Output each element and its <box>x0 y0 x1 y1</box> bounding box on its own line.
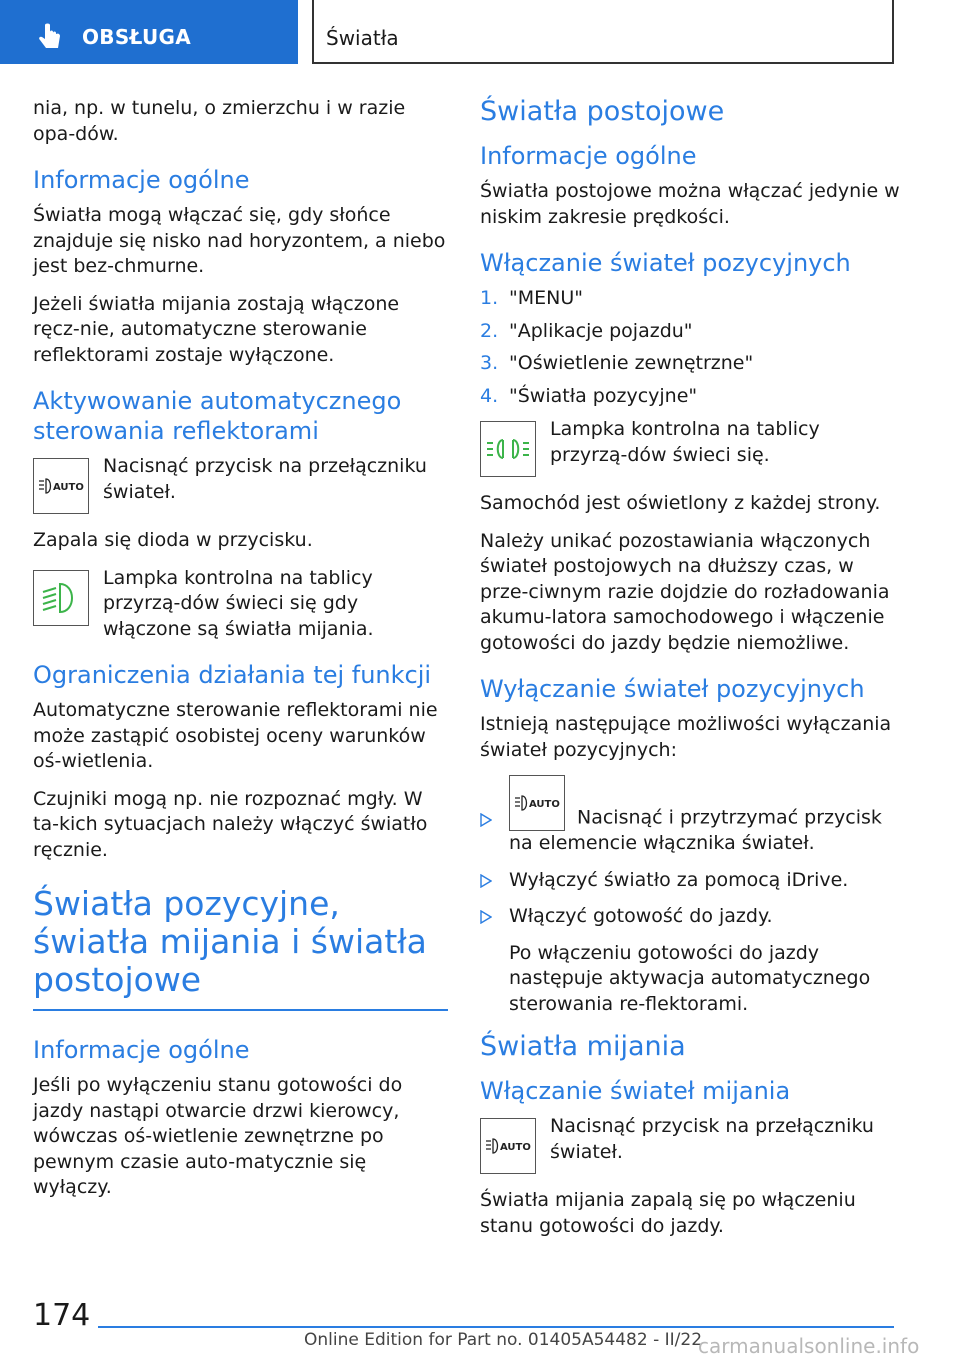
low-beam-on-heading: Włączanie świateł mijania <box>480 1077 791 1105</box>
low-beam-instruction: Nacisnąć przycisk na przełączniku świateł. <box>550 1115 874 1163</box>
info-heading-2: Informacje ogólne <box>33 1036 250 1064</box>
parking-info-paragraph: Światła postojowe można włączać jedynie w niskim zakresie prędkości. <box>480 180 900 228</box>
position-lamp-text: Lampka kontrolna na tablicy przyrzą-dów świeci się. <box>550 418 820 466</box>
section-label: OBSŁUGA <box>82 25 192 49</box>
position-lights-indicator-icon <box>480 421 536 477</box>
right-column <box>480 96 900 1251</box>
intro-text: nia, np. w tunelu, o zmierzchu i w razie opa-dów. <box>33 97 406 145</box>
edition-text: Online Edition for Part no. 01405A54482 - II/22 <box>304 1330 703 1350</box>
low-beam-lamp-row <box>33 566 448 643</box>
switch-off-paragraph: Istnieją następujące możliwości wyłączania świateł pozycyjnych: <box>480 713 892 761</box>
parking-info-heading: Informacje ogólne <box>480 142 697 170</box>
step-item: 1. "MENU" <box>480 287 583 309</box>
switch-on-paragraph-2: Należy unikać pozostawiania włączonych świateł postojowych na dłuższy czas, w prze-ciwnym razie dojdzie do rozładowania akumu-latora samochodowego i włączenie gotowości do jazdy będzie niemożliwe. <box>480 529 890 654</box>
info-paragraph-2: Jeżeli światła mijania zostają włączone ręcz-nie, automatyczne sterowanie reflektorami zostaje wyłączone. <box>33 292 400 366</box>
parking-lights-heading: Światła postojowe <box>480 96 725 127</box>
triangle-bullet-icon <box>480 874 492 888</box>
low-beam-lamp-text: Lampka kontrolna na tablicy przyrzą-dów świeci się gdy włączone są światła mijania. <box>103 566 374 640</box>
step-item: 3. "Oświetlenie zewnętrzne" <box>480 352 754 374</box>
low-beam-heading: Światła mijania <box>480 1031 686 1062</box>
list-item: AUTO Nacisnąć i przytrzymać przycisk na elemencie włącznika świateł. <box>480 775 900 857</box>
info-paragraph-1: Światła mogą włączać się, gdy słońce znajduje się nisko nad horyzontem, a niebo jest bez-chmurne. <box>33 204 446 277</box>
info-heading-1: Informacje ogólne <box>33 166 250 194</box>
triangle-bullet-icon <box>480 813 492 827</box>
svg-text:AUTO: AUTO <box>529 799 560 810</box>
chapter-header <box>312 0 894 64</box>
switch-on-paragraph-1: Samochód jest oświetlony z każdej strony. <box>480 492 881 514</box>
light-switch-auto-icon <box>509 775 565 831</box>
chapter-title: Światła <box>326 26 399 50</box>
limits-paragraph-2: Czujniki mogą np. nie rozpoznać mgły. W ta-kich sytuacjach należy włączyć światło ręcznie. <box>33 787 428 861</box>
info2-paragraph: Jeśli po wyłączeniu stanu gotowości do jazdy nastąpi otwarcie drzwi kierowcy, wówczas oś-wietlenie zewnętrzne po pewnym czasie auto-matycznie się wyłączy. <box>33 1074 403 1198</box>
left-column <box>33 96 448 1213</box>
position-lamp-row <box>480 417 900 477</box>
list-item: Wyłączyć światło za pomocą iDrive. <box>480 868 900 894</box>
activation-instruction-row <box>33 454 448 514</box>
list-item: Włączyć gotowość do jazdy. <box>480 904 900 930</box>
watermark: carmanualsonline.info <box>698 1334 920 1358</box>
limits-heading: Ograniczenia działania tej funkcji <box>33 661 432 689</box>
activation-heading: Aktywowanie automatycznego sterowania reflektorami <box>33 387 402 445</box>
activation-instruction: Nacisnąć przycisk na przełączniku świateł. <box>103 455 427 503</box>
switch-on-heading: Włączanie świateł pozycyjnych <box>480 249 851 277</box>
hand-pointer-icon <box>34 22 64 52</box>
limits-paragraph-1: Automatyczne sterowanie reflektorami nie może zastąpić osobistej oceny warunków oś-wietlenia. <box>33 699 438 772</box>
switch-off-options <box>480 775 900 930</box>
step-item: 4. "Światła pozycyjne" <box>480 384 698 407</box>
activation-paragraph: Zapala się dioda w przycisku. <box>33 529 313 551</box>
low-beam-paragraph: Światła mijania zapalą się po włączeniu stanu gotowości do jazdy. <box>480 1189 856 1237</box>
low-beam-instruction-row <box>480 1114 900 1174</box>
step-item: 2. "Aplikacje pojazdu" <box>480 319 693 342</box>
svg-text:AUTO: AUTO <box>500 1142 531 1153</box>
footer-divider <box>98 1326 894 1328</box>
svg-text:AUTO: AUTO <box>53 482 84 493</box>
triangle-bullet-icon <box>480 910 492 924</box>
main-section-heading: Światła pozycyjne, światła mijania i światła postojowe <box>33 885 448 1011</box>
light-switch-auto-icon <box>480 1118 536 1174</box>
light-switch-auto-icon <box>33 458 89 514</box>
switch-off-heading: Wyłączanie świateł pozycyjnych <box>480 675 865 703</box>
headlight-auto-icon <box>36 476 86 496</box>
section-tab <box>0 0 298 64</box>
low-beam-indicator-icon <box>33 570 89 626</box>
switch-off-note: Po włączeniu gotowości do jazdy następuje aktywacja automatycznego sterowania re-flektorami. <box>509 941 871 1015</box>
page-number: 174 <box>33 1298 91 1333</box>
switch-on-steps <box>480 286 900 409</box>
